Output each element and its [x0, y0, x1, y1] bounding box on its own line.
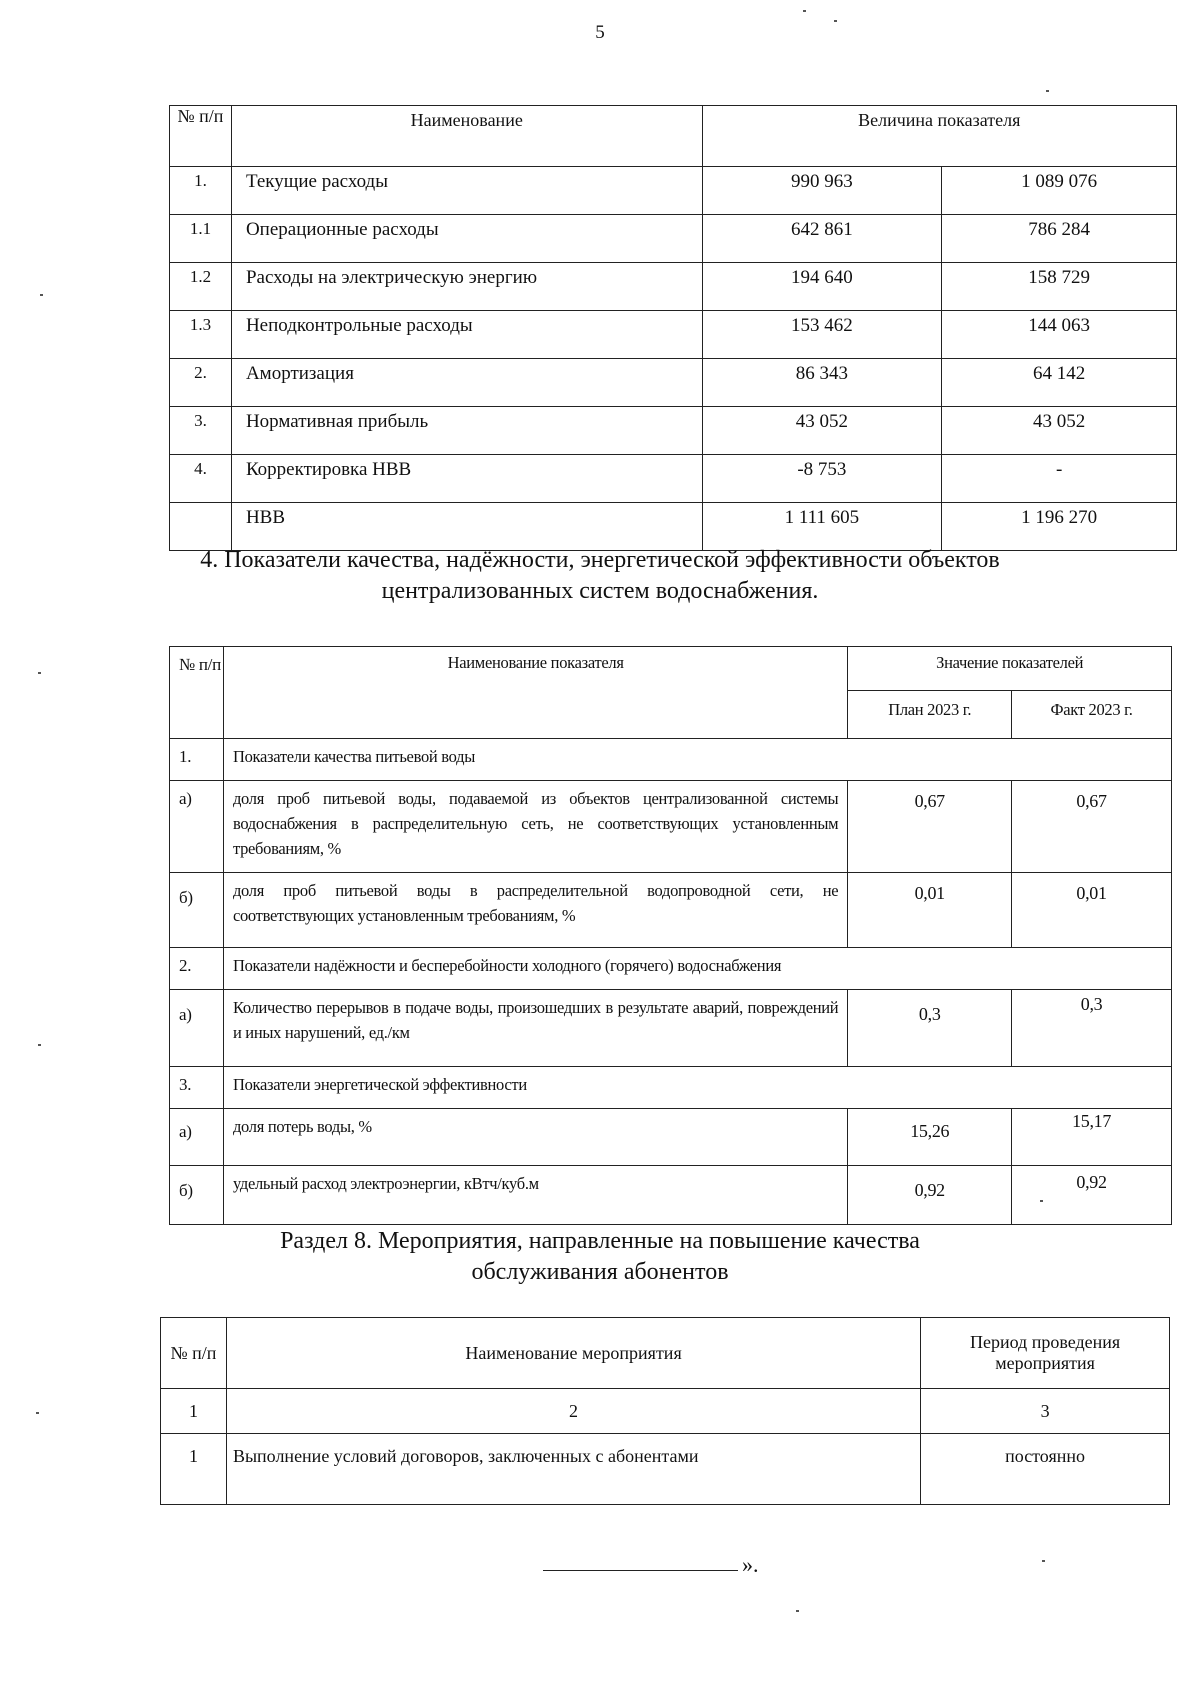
row-num: 1.1: [170, 215, 232, 263]
table-row: [170, 311, 1177, 359]
scan-speck: [1042, 1560, 1045, 1562]
row-value-2: 158 729: [942, 263, 1177, 311]
quality-title-line-1: 4. Показатели качества, надёжности, энергетической эффективности объектов: [200, 547, 1000, 573]
table-row-total: [170, 503, 1177, 551]
scan-speck: [834, 20, 837, 22]
row-value-2: -: [942, 455, 1177, 503]
row-num: 4.: [170, 455, 232, 503]
row-name: Нормативная прибыль: [231, 407, 702, 455]
row-value-2: 786 284: [942, 215, 1177, 263]
row-value-2: 64 142: [942, 359, 1177, 407]
row-num: а): [170, 990, 224, 1067]
row-name: Неподконтрольные расходы: [231, 311, 702, 359]
row-value-1: 642 861: [702, 215, 942, 263]
scan-speck: [1046, 90, 1049, 92]
row-fact: 15,17: [1012, 1109, 1172, 1166]
row-num: 1.3: [170, 311, 232, 359]
index-col-3: 3: [921, 1389, 1170, 1434]
header-plan: План 2023 г.: [848, 691, 1012, 739]
header-period: Период проведения мероприятия: [921, 1318, 1170, 1389]
header-num: № п/п: [161, 1318, 227, 1389]
table-row: [170, 455, 1177, 503]
quality-title-line-2: централизованных систем водоснабжения.: [381, 578, 819, 604]
row-name: Текущие расходы: [231, 167, 702, 215]
row-value-2: 1 196 270: [942, 503, 1177, 551]
row-num: 3.: [170, 407, 232, 455]
table-row: [170, 781, 1172, 873]
row-plan: 0,01: [848, 873, 1012, 948]
quality-section-title: [0, 545, 1200, 607]
group-num: 3.: [170, 1067, 224, 1109]
row-value-1: -8 753: [702, 455, 942, 503]
row-value-1: 86 343: [702, 359, 942, 407]
row-plan: 15,26: [848, 1109, 1012, 1166]
group-num: 2.: [170, 948, 224, 990]
row-num: б): [170, 873, 224, 948]
row-fact: 0,92: [1012, 1166, 1172, 1225]
scan-speck: [38, 672, 41, 674]
row-num: 2.: [170, 359, 232, 407]
row-value-2: 43 052: [942, 407, 1177, 455]
group-name: Показатели качества питьевой воды: [223, 739, 1171, 781]
row-value-1: 1 111 605: [702, 503, 942, 551]
row-plan: 0,3: [848, 990, 1012, 1067]
row-num: 1.2: [170, 263, 232, 311]
row-fact: 0,3: [1012, 990, 1172, 1067]
quality-table: [169, 646, 1172, 1225]
row-num: [170, 503, 232, 551]
table-header-row: [161, 1318, 1170, 1389]
header-values: Значение показателей: [848, 647, 1172, 691]
row-plan: 0,67: [848, 781, 1012, 873]
scan-speck: [38, 1044, 41, 1046]
signature-line: [543, 1570, 738, 1571]
row-name: доля потерь воды, %: [223, 1109, 847, 1166]
row-value-1: 43 052: [702, 407, 942, 455]
table-group-row: [170, 948, 1172, 990]
header-num: № п/п: [170, 106, 232, 167]
measures-section-title: [0, 1226, 1200, 1288]
row-name: доля проб питьевой воды в распределительной водопроводной сети, не соответствующих установленным требованиям, %: [223, 873, 847, 948]
table-header-row: [170, 647, 1172, 691]
row-value-1: 194 640: [702, 263, 942, 311]
row-value-2: 144 063: [942, 311, 1177, 359]
page-number: 5: [595, 22, 605, 43]
table-row: [170, 359, 1177, 407]
scan-speck: [803, 10, 806, 12]
scan-speck: [796, 1610, 799, 1612]
table-header-row: [170, 106, 1177, 167]
header-num: № п/п: [170, 647, 224, 739]
group-num: 1.: [170, 739, 224, 781]
row-plan: 0,92: [848, 1166, 1012, 1225]
row-value-1: 153 462: [702, 311, 942, 359]
table-row: [170, 407, 1177, 455]
table-row: [170, 167, 1177, 215]
table-row: [161, 1434, 1170, 1505]
index-col-2: 2: [226, 1389, 920, 1434]
closing-mark: ».: [742, 1552, 759, 1577]
header-value: Величина показателя: [702, 106, 1176, 167]
row-value-2: 1 089 076: [942, 167, 1177, 215]
table-index-row: [161, 1389, 1170, 1434]
group-name: Показатели надёжности и бесперебойности холодного (горячего) водоснабжения: [223, 948, 1171, 990]
scan-speck: [40, 294, 43, 296]
row-name: Количество перерывов в подаче воды, произошедших в результате аварий, повреждений и иных нарушений, ед./км: [223, 990, 847, 1067]
row-fact: 0,01: [1012, 873, 1172, 948]
row-period: постоянно: [921, 1434, 1170, 1505]
table-row: [170, 1166, 1172, 1225]
measures-table: [160, 1317, 1170, 1505]
row-name: НВВ: [231, 503, 702, 551]
row-fact: 0,67: [1012, 781, 1172, 873]
measures-title-line-2: обслуживания абонентов: [471, 1259, 729, 1285]
row-name: Амортизация: [231, 359, 702, 407]
index-col-1: 1: [161, 1389, 227, 1434]
measures-title-line-1: Раздел 8. Мероприятия, направленные на повышение качества: [280, 1228, 920, 1254]
row-name: Выполнение условий договоров, заключенных с абонентами: [226, 1434, 920, 1505]
row-num: а): [170, 781, 224, 873]
row-name: доля проб питьевой воды, подаваемой из объектов централизованной системы водоснабжения в распределительную сеть, не соответствующих установленным требованиям, %: [223, 781, 847, 873]
row-num: б): [170, 1166, 224, 1225]
finance-table: [169, 105, 1177, 551]
row-name: Операционные расходы: [231, 215, 702, 263]
scan-speck: [36, 1412, 39, 1414]
row-name: Расходы на электрическую энергию: [231, 263, 702, 311]
table-row: [170, 1109, 1172, 1166]
row-num: а): [170, 1109, 224, 1166]
table-group-row: [170, 739, 1172, 781]
row-name: Корректировка НВВ: [231, 455, 702, 503]
header-name: Наименование показателя: [223, 647, 847, 739]
row-name: удельный расход электроэнергии, кВтч/куб.м: [223, 1166, 847, 1225]
scan-speck: [1040, 1200, 1043, 1202]
header-fact: Факт 2023 г.: [1012, 691, 1172, 739]
table-group-row: [170, 1067, 1172, 1109]
header-name: Наименование мероприятия: [226, 1318, 920, 1389]
table-row: [170, 873, 1172, 948]
table-row: [170, 215, 1177, 263]
table-row: [170, 990, 1172, 1067]
row-value-1: 990 963: [702, 167, 942, 215]
group-name: Показатели энергетической эффективности: [223, 1067, 1171, 1109]
row-num: 1: [161, 1434, 227, 1505]
row-num: 1.: [170, 167, 232, 215]
header-name: Наименование: [231, 106, 702, 167]
table-row: [170, 263, 1177, 311]
